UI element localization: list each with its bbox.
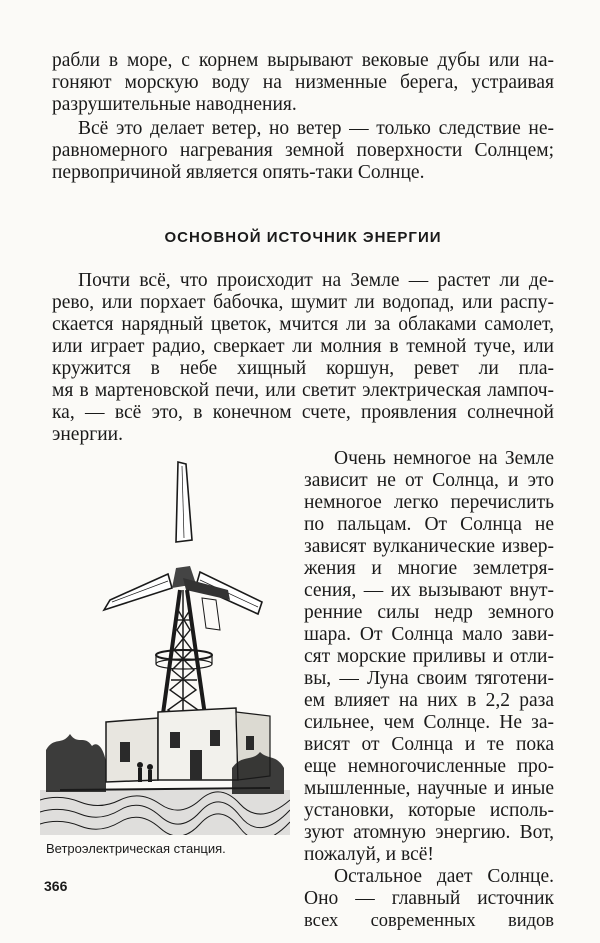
line: мя в мартеновской печи, или светит электрическая лампоч- [52,380,554,401]
line: зуют атомную энергию. Вот, [304,822,554,843]
line: Всё это делает ветер, но ветер — только следствие не- [78,118,554,139]
line: зависит не от Солнца, и это [304,470,554,491]
line: рево, или порхает бабочка, шумит ли водопад, или распу- [52,292,554,313]
line: висят от Солнца и те пока [304,734,554,755]
line: сильнее, чем Солнце. Не за- [304,712,554,733]
figure-caption: Ветроэлектрическая станция. [46,841,226,856]
line: зависят вулканические извер- [304,536,554,557]
line: гоняют морскую воду на низменные берега, устраивая [52,72,554,93]
line: скается нарядный цветок, мчится ли за облаками самолет, [52,314,554,335]
line: сения, — их вызывают внут- [304,580,554,601]
line: Очень немногое на Земле [334,448,554,469]
line: кружится в небе хищный коршун, ревет ли пла- [52,358,554,379]
wind-power-station-illustration [40,450,290,835]
line: по пальцам. От Солнца не [304,514,554,535]
section-heading: ОСНОВНОЙ ИСТОЧНИК ЭНЕРГИИ [164,229,442,246]
line: Остальное дает Солнце. [334,866,554,887]
line: или играет радио, сверкает ли молния в темной туче, или [52,336,554,357]
line: установки, которые исполь- [304,800,554,821]
page-number: 366 [44,878,68,894]
line: равномерного нагревания земной поверхности Солнцем; [52,140,554,161]
line: сят морские приливы и отли- [304,646,554,667]
line: разрушительные наводнения. [52,94,297,115]
line: ем влияет на них в 2,2 раза [304,690,554,711]
line: энергии. [52,424,123,445]
line: ка, — всё это, в конечном счете, проявления солнечной [52,402,554,423]
line: Почти всё, что происходит на Земле — растет ли де- [78,270,554,291]
line: шара. От Солнца мало зави- [304,624,554,645]
line: ренние силы недр земного [304,602,554,623]
line: пожалуй, и всё! [304,844,434,865]
line: Оно — главный источник [304,888,554,909]
line: рабли в море, с корнем вырывают вековые дубы или на- [52,50,554,71]
line: немногое легко перечислить [304,492,554,513]
line: вы, — Луна своим тяготени- [304,668,554,689]
line: всех современных видов [304,911,554,931]
line: жения и многие землетря- [304,558,554,579]
line: первопричиной является опять-таки Солнце. [52,162,425,183]
line: еще немногочисленные про- [304,756,554,777]
line: мышленные, научные и иные [304,778,554,799]
